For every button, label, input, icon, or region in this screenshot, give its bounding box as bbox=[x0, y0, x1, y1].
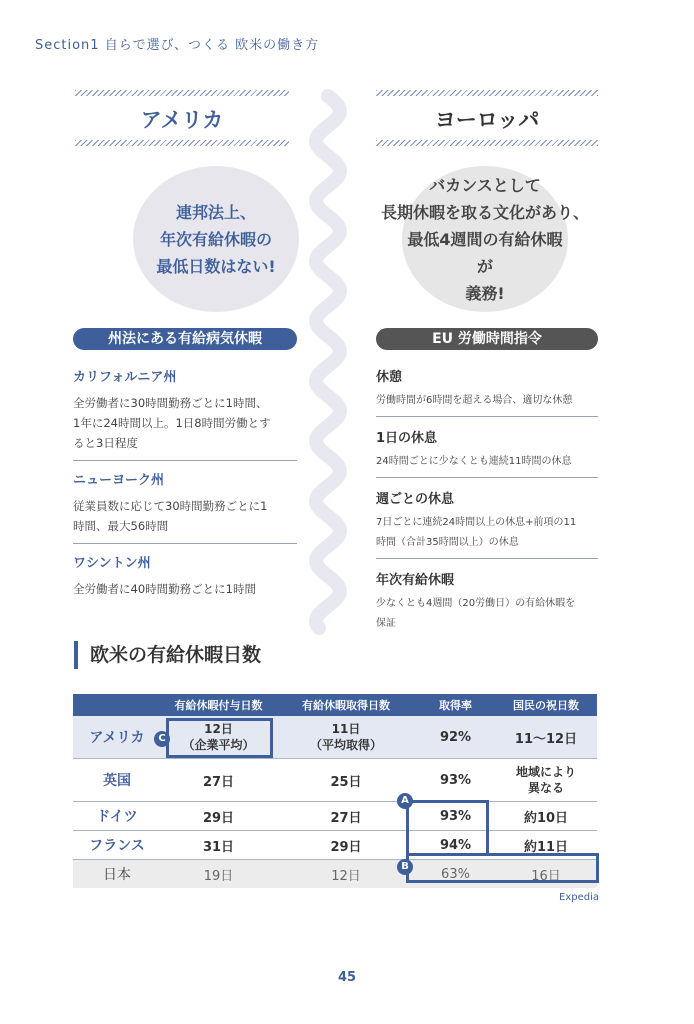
item-line: ると3日程度 bbox=[73, 436, 138, 450]
item-line: 1年に24時間以上。1日8時間労働とす bbox=[73, 416, 271, 430]
divider bbox=[376, 477, 598, 478]
cell-note: 異なる bbox=[527, 781, 564, 795]
europe-title: ヨーロッパ bbox=[434, 108, 540, 132]
divider bbox=[73, 543, 297, 544]
europe-summary-circle bbox=[380, 166, 589, 312]
taken-cell: 25日 bbox=[276, 759, 416, 802]
item-line: 少なくとも4週間（20労働日）の有給休暇を bbox=[376, 598, 576, 609]
item-line: 24時間ごとに少なくとも連続11時間の休息 bbox=[376, 456, 572, 467]
cell-note: （平均取得） bbox=[309, 738, 382, 752]
rate-cell: 93% bbox=[416, 759, 495, 802]
taken-cell bbox=[276, 716, 416, 759]
item-title: ニューヨーク州 bbox=[73, 473, 165, 488]
cell-note: （企業平均） bbox=[182, 738, 255, 752]
holidays-cell bbox=[495, 759, 597, 802]
column-header: 有給休暇取得日数 bbox=[276, 694, 416, 716]
badge-b: B bbox=[397, 859, 413, 875]
holidays-cell: 約10日 bbox=[495, 802, 597, 831]
table-row bbox=[73, 759, 597, 802]
granted-cell: 27日 bbox=[161, 759, 276, 802]
hatch-divider bbox=[75, 140, 289, 146]
item-text bbox=[73, 579, 297, 599]
circle-line: 年次有給休暇の bbox=[159, 229, 272, 249]
highlight-box-c bbox=[166, 718, 273, 758]
granted-cell: 19日 bbox=[161, 860, 276, 889]
column-header: 取得率 bbox=[416, 694, 495, 716]
item-title: カリフォルニア州 bbox=[73, 370, 177, 385]
country-cell: 日本 bbox=[73, 860, 161, 889]
taken-cell: 27日 bbox=[276, 802, 416, 831]
source-credit: Expedia bbox=[559, 892, 599, 903]
table-header-row bbox=[73, 694, 597, 716]
rate-cell: 94% bbox=[416, 831, 495, 860]
circle-line: 最低日数はない! bbox=[156, 256, 276, 276]
section-header: Section1 自らで選び、つくる 欧米の働き方 bbox=[35, 38, 320, 53]
column-header: 有給休暇付与日数 bbox=[161, 694, 276, 716]
item-line: 時間（合計35時間以上）の休息 bbox=[376, 537, 519, 548]
item-title: 休憩 bbox=[376, 370, 403, 385]
table-row bbox=[73, 802, 597, 831]
taken-cell: 29日 bbox=[276, 831, 416, 860]
holidays-cell: 16日 bbox=[495, 860, 597, 889]
america-items bbox=[73, 366, 297, 599]
cell-value: 地域により bbox=[515, 765, 576, 779]
item-text bbox=[376, 452, 598, 472]
item-title: ワシントン州 bbox=[73, 556, 151, 571]
item-line: 従業員数に応じて30時間勤務ごとに1 bbox=[73, 499, 268, 513]
rate-cell: 63% bbox=[416, 860, 495, 889]
circle-line: 義務! bbox=[465, 283, 505, 303]
granted-cell: 29日 bbox=[161, 802, 276, 831]
divider bbox=[376, 558, 598, 559]
hatch-divider bbox=[376, 140, 598, 146]
table-row bbox=[73, 716, 597, 759]
europe-items bbox=[376, 366, 598, 634]
country-cell: 英国 bbox=[73, 759, 161, 802]
cell-value: 12日 bbox=[204, 722, 233, 736]
europe-pill: EU 労働時間指令 bbox=[376, 328, 598, 350]
circle-line: 長期休暇を取る文化があり、 bbox=[380, 202, 589, 222]
item-line: 保証 bbox=[376, 618, 396, 629]
item-title: 週ごとの休息 bbox=[376, 492, 455, 507]
rate-cell: 92% bbox=[416, 716, 495, 759]
divider bbox=[376, 416, 598, 417]
divider bbox=[73, 460, 297, 461]
badge-c: C bbox=[154, 731, 170, 747]
column-header: 国民の祝日数 bbox=[495, 694, 597, 716]
country-cell: フランス bbox=[73, 831, 161, 860]
item-line: 時間、最大56時間 bbox=[73, 519, 169, 533]
table-section-title: 欧米の有給休暇日数 bbox=[74, 641, 261, 669]
country-cell: アメリカ bbox=[73, 716, 161, 759]
hatch-divider bbox=[376, 90, 598, 96]
rate-cell: 93% bbox=[416, 802, 495, 831]
hatch-divider bbox=[75, 90, 289, 96]
item-title: 年次有給休暇 bbox=[376, 573, 455, 588]
holidays-cell: 約11日 bbox=[495, 831, 597, 860]
page-number: 45 bbox=[337, 970, 357, 985]
holidays-cell: 11〜12日 bbox=[495, 716, 597, 759]
circle-line: 最低4週間の有給休暇が bbox=[407, 229, 563, 276]
country-cell: ドイツ bbox=[73, 802, 161, 831]
column-header bbox=[73, 694, 161, 716]
item-line: 労働時間が6時間を超える場合、適切な休憩 bbox=[376, 395, 573, 406]
america-pill: 州法にある有給病気休暇 bbox=[73, 328, 297, 350]
granted-cell: 31日 bbox=[161, 831, 276, 860]
highlight-box-a bbox=[406, 800, 489, 856]
item-title: 1日の休息 bbox=[376, 431, 438, 446]
cell-value: 11日 bbox=[331, 722, 361, 736]
america-title: アメリカ bbox=[140, 108, 224, 132]
america-summary-circle bbox=[133, 166, 299, 312]
item-line: 全労働者に40時間勤務ごとに1時間 bbox=[73, 582, 256, 596]
circle-line: バカンスとして bbox=[429, 175, 541, 195]
wavy-divider bbox=[306, 88, 350, 636]
item-text bbox=[73, 496, 297, 536]
highlight-box-b bbox=[406, 853, 599, 883]
item-text bbox=[376, 513, 598, 553]
badge-a: A bbox=[397, 793, 413, 809]
item-line: 7日ごとに連続24時間以上の休息+前項の11 bbox=[376, 517, 577, 528]
taken-cell: 12日 bbox=[276, 860, 416, 889]
circle-line: 連邦法上、 bbox=[175, 202, 256, 222]
item-text bbox=[376, 594, 598, 634]
item-text bbox=[376, 391, 598, 411]
item-line: 全労働者に30時間勤務ごとに1時間、 bbox=[73, 396, 268, 410]
item-text bbox=[73, 393, 297, 453]
